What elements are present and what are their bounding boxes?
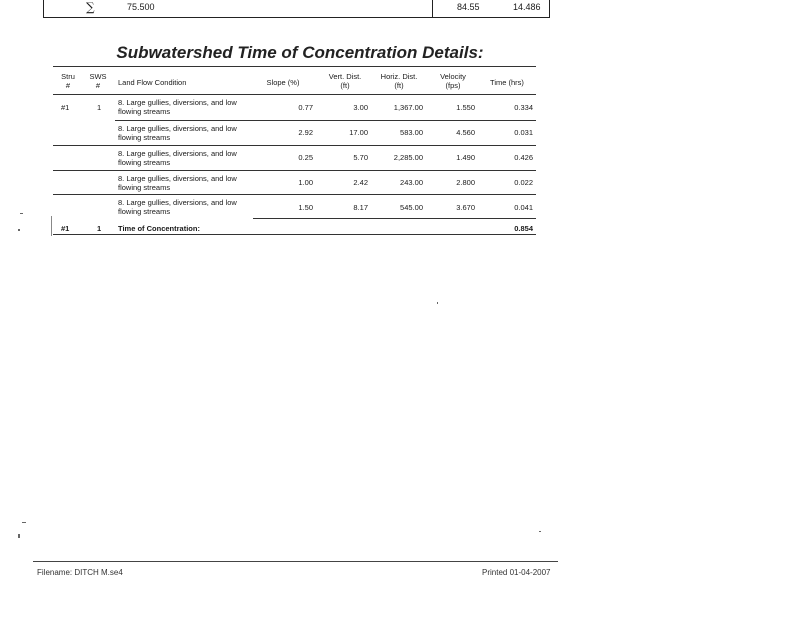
row-2-time: 0.031 xyxy=(514,128,533,137)
total-label: Time of Concentration: xyxy=(118,224,200,233)
header-velocity: Velocity (fps) xyxy=(440,72,466,90)
row-5-horiz: 545.00 xyxy=(400,203,423,212)
row-4-slope: 1.00 xyxy=(298,178,313,187)
row-1-slope: 0.77 xyxy=(298,103,313,112)
row-1-condition: 8. Large gullies, diversions, and low flowing streams xyxy=(118,98,237,116)
row-3-condition: 8. Large gullies, diversions, and low flowing streams xyxy=(118,149,237,167)
row-3-slope: 0.25 xyxy=(298,153,313,162)
row-1-stru: #1 xyxy=(61,103,70,112)
header-stru: Stru # xyxy=(61,72,75,90)
sigma-symbol: ∑ xyxy=(86,0,95,14)
header-top-line xyxy=(53,66,536,67)
row-5-condition: 8. Large gullies, diversions, and low flowing streams xyxy=(118,198,237,216)
summary-value-1: 75.500 xyxy=(127,2,155,12)
header-horiz-dist: Horiz. Dist. (ft) xyxy=(380,72,418,90)
summary-divider xyxy=(432,0,433,17)
summary-left-border xyxy=(43,0,44,17)
row-3-time: 0.426 xyxy=(514,153,533,162)
row-2-horiz: 583.00 xyxy=(400,128,423,137)
row-5-time: 0.041 xyxy=(514,203,533,212)
scan-speck xyxy=(18,534,20,538)
row-5-vert: 8.17 xyxy=(353,203,368,212)
header-time: Time (hrs) xyxy=(490,78,524,87)
left-border-mark xyxy=(51,216,52,236)
row-1-sws: 1 xyxy=(97,103,102,112)
row-2-slope: 2.92 xyxy=(298,128,313,137)
summary-value-3: 14.486 xyxy=(513,2,541,12)
header-slope: Slope (%) xyxy=(266,78,300,87)
scan-speck xyxy=(20,213,23,214)
row-2-line xyxy=(53,145,536,146)
total-stru: #1 xyxy=(61,224,70,233)
footer-filename: Filename: DITCH M.se4 xyxy=(37,568,123,577)
summary-right-border xyxy=(549,0,550,17)
scan-speck xyxy=(22,522,26,523)
row-3-vert: 5.70 xyxy=(353,153,368,162)
total-sws: 1 xyxy=(97,224,102,233)
row-5-velocity: 3.670 xyxy=(456,203,475,212)
row-4-vert: 2.42 xyxy=(353,178,368,187)
row-5-slope: 1.50 xyxy=(298,203,313,212)
row-5-line xyxy=(253,218,536,219)
header-vert-dist: Vert. Dist. (ft) xyxy=(328,72,362,90)
page-title: Subwatershed Time of Concentration Details: xyxy=(116,43,484,62)
row-3-velocity: 1.490 xyxy=(456,153,475,162)
header-land-flow: Land Flow Condition xyxy=(118,78,187,87)
row-2-vert: 17.00 xyxy=(349,128,368,137)
row-1-horiz: 1,367.00 xyxy=(393,103,423,112)
row-3-line xyxy=(53,170,536,171)
scan-speck xyxy=(18,229,20,231)
header-sws: SWS # xyxy=(89,72,107,90)
header-bottom-line xyxy=(53,94,536,95)
row-1-line xyxy=(115,120,536,121)
row-3-horiz: 2,285.00 xyxy=(393,153,423,162)
footer-printed-date: Printed 01-04-2007 xyxy=(482,568,551,577)
row-1-vert: 3.00 xyxy=(353,103,368,112)
row-4-horiz: 243.00 xyxy=(400,178,423,187)
total-bottom-line xyxy=(53,234,536,235)
row-4-condition: 8. Large gullies, diversions, and low flowing streams xyxy=(118,174,237,192)
scan-speck xyxy=(539,531,541,532)
scan-speck xyxy=(437,302,438,304)
summary-value-2: 84.55 xyxy=(457,2,480,12)
row-1-time: 0.334 xyxy=(514,103,533,112)
footer-divider xyxy=(33,561,558,562)
tc-details-table xyxy=(53,66,536,236)
total-time: 0.854 xyxy=(514,224,533,233)
row-1-velocity: 1.550 xyxy=(456,103,475,112)
row-4-line xyxy=(53,194,536,195)
row-4-time: 0.022 xyxy=(514,178,533,187)
row-2-condition: 8. Large gullies, diversions, and low flowing streams xyxy=(118,124,237,142)
row-2-velocity: 4.560 xyxy=(456,128,475,137)
summary-row xyxy=(43,0,550,18)
row-4-velocity: 2.800 xyxy=(456,178,475,187)
